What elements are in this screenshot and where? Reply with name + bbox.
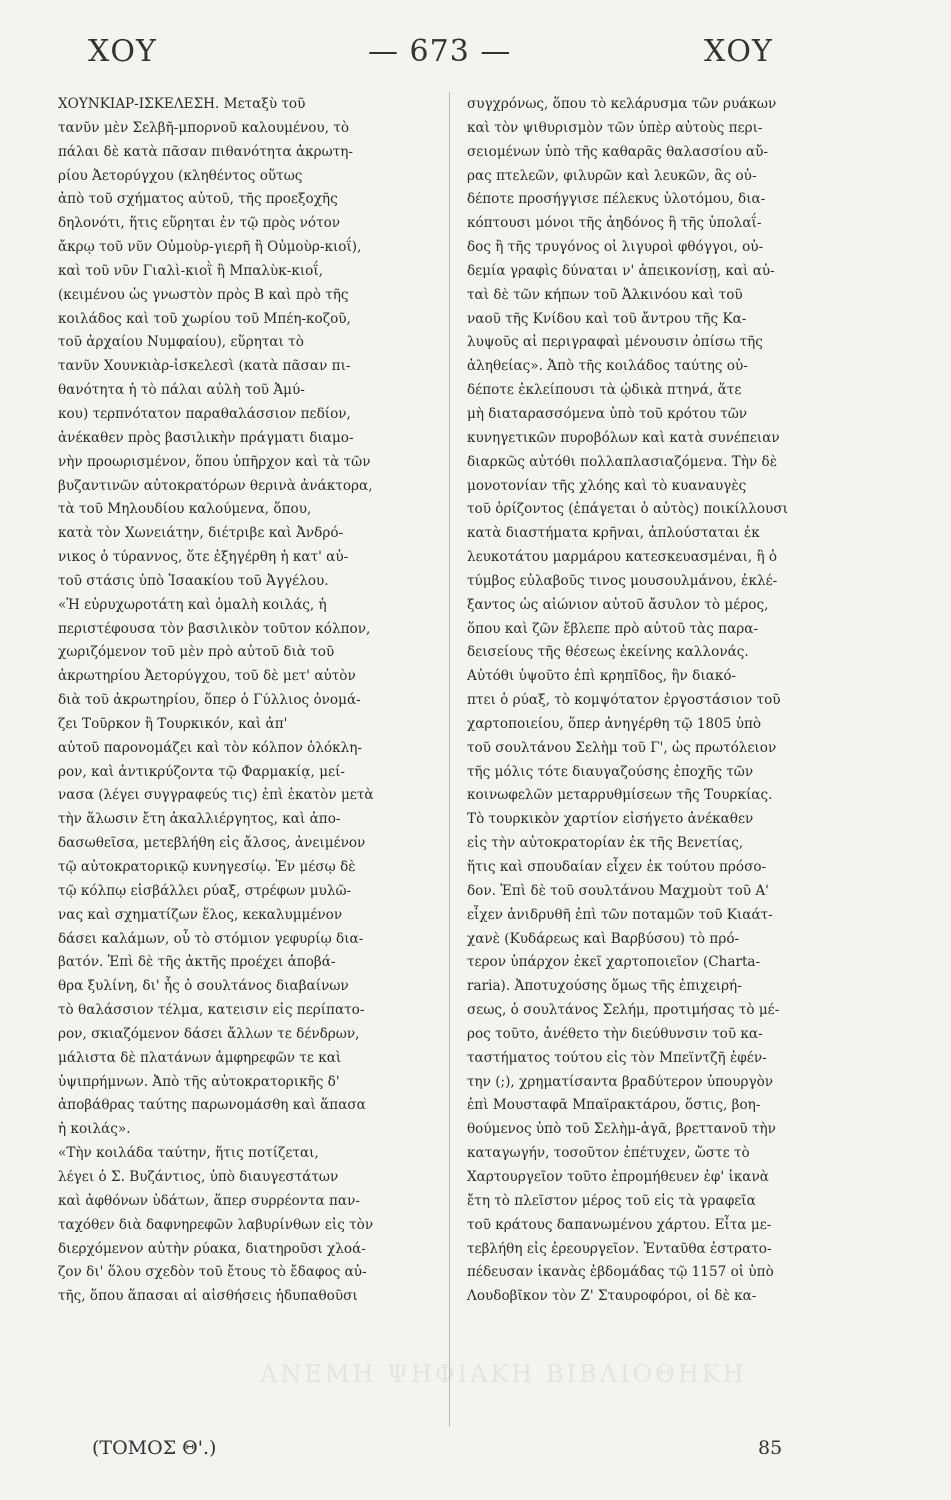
left-text-column bbox=[58, 93, 430, 1309]
text-line: τοῦ ἀρχαίου Νυμφαίου), εὕρηται τὸ bbox=[58, 334, 304, 351]
text-line: διερχόμενον αὐτὴν ρύακα, διατηροῦσι χλοά- bbox=[58, 1240, 366, 1257]
text-line: βατόν. Ἐπὶ δὲ τῆς ἀκτῆς προέχει ἀποβά- bbox=[58, 954, 336, 971]
text-line: πτει ὁ ρύαξ, τὸ κομψότατον ἐργοστάσιον τοῦ bbox=[467, 692, 781, 709]
text-line: καὶ τὸν ψιθυρισμὸν τῶν ὑπὲρ αὐτοὺς περι- bbox=[467, 119, 763, 136]
text-line: νασα (λέγει συγγραφεύς τις) ἐπὶ ἑκατὸν μετὰ bbox=[58, 787, 374, 804]
text-line: Αὐτόθι ὑψοῦτο ἐπὶ κρηπῖδος, ἣν διακό- bbox=[467, 668, 737, 685]
text-line: τανῦν μὲν Σελβῆ-μπορνοῦ καλουμένου, τὸ bbox=[58, 119, 350, 136]
text-line: διαρκῶς αὐτόθι πολλαπλασιαζόμενα. Τὴν δὲ bbox=[467, 453, 778, 470]
text-line: ταχόθεν διὰ δαφνηρεφῶν λαβυρίνθων εἰς τὸν bbox=[58, 1216, 374, 1233]
text-line: κοιλάδος καὶ τοῦ χωρίου τοῦ Μπέη-κοζοῦ, bbox=[58, 310, 351, 327]
text-line: ταστήματος τούτου εἰς τὸν Μπεϊντζῆ ἐφέν- bbox=[467, 1049, 767, 1066]
text-line: τῷ αὐτοκρατορικῷ κυνηγεσίῳ. Ἐν μέσῳ δὲ bbox=[58, 859, 356, 875]
text-line: σειομένων ὑπὸ τῆς καθαρᾶς θαλασσίου αὔ- bbox=[467, 143, 768, 160]
text-line: τοῦ ὁρίζοντος (ἐπάγεται ὁ αὐτὸς) ποικίλλουσι bbox=[467, 501, 788, 518]
text-line: τοῦ στάσις ὑπὸ Ἰσαακίου τοῦ Ἀγγέλου. bbox=[58, 572, 329, 589]
text-line: «Τὴν κοιλάδα ταύτην, ἥτις ποτίζεται, bbox=[58, 1145, 319, 1162]
text-line: τανῦν Χουνκιὰρ-ἰσκελεσὶ (κατὰ πᾶσαν πι- bbox=[58, 358, 351, 375]
text-line: ἄκρῳ τοῦ νῦν Οὐμοὺρ-γιερῆ ἢ Οὐμοὺρ-κιοΐ), bbox=[58, 239, 362, 256]
text-line: raria). Ἀποτυχούσης ὅμως τῆς ἐπιχειρή- bbox=[467, 978, 742, 995]
text-line: συγχρόνως, ὅπου τὸ κελάρυσμα τῶν ρυάκων bbox=[467, 96, 777, 112]
text-line: δον. Ἐπὶ δὲ τοῦ σουλτάνου Μαχμοὺτ τοῦ Α' bbox=[467, 882, 769, 899]
text-line: ἥτις καὶ σπουδαίαν εἶχεν ἐκ τούτου πρόσο- bbox=[467, 859, 767, 875]
volume-signature: (ΤΟΜΟΣ Θ'.) bbox=[92, 1437, 217, 1459]
text-line: διὰ τοῦ ἀκρωτηρίου, ὅπερ ὁ Γύλλιος ὀνομά- bbox=[58, 692, 361, 709]
text-line: κυνηγετικῶν πυροβόλων καὶ κατὰ συνέπειαν bbox=[467, 429, 780, 446]
text-line: χαρτοποιείου, ὅπερ ἀνηγέρθη τῷ 1805 ὑπὸ bbox=[467, 715, 762, 732]
text-line: Λουδοβῖκον τὸν Ζ' Σταυροφόροι, οἱ δὲ κα- bbox=[467, 1288, 757, 1305]
text-line: εἰς τὴν αὐτοκρατορίαν ἐκ τῆς Βενετίας, bbox=[467, 835, 744, 852]
library-watermark: ΑΝΕΜΗ ΨΗΦΙΑΚΗ ΒΙΒΛΙΟΘΗΚΗ bbox=[260, 1360, 747, 1388]
text-line: ξαντος ὡς αἰώνιον αὐτοῦ ἄσυλον τὸ μέρος, bbox=[467, 596, 769, 613]
text-line: Τὸ τουρκικὸν χαρτίον εἰσήγετο ἀνέκαθεν bbox=[467, 811, 754, 828]
text-line: ἡ κοιλάς». bbox=[58, 1121, 131, 1138]
text-line: τερον ὑπάρχον ἐκεῖ χαρτοποιεῖον (Charta- bbox=[467, 954, 761, 971]
text-line: ὑψιπρήμνων. Ἀπὸ τῆς αὐτοκρατορικῆς δ' bbox=[58, 1073, 340, 1090]
text-line: λυψοῦς αἱ περιγραφαὶ μένουσιν ὀπίσω τῆς bbox=[467, 334, 763, 351]
text-line: νικος ὁ τύραννος, ὅτε ἐξηγέρθη ἡ κατ' αὐ- bbox=[58, 549, 349, 566]
text-line: ἀνέκαθεν πρὸς βασιλικὴν πράγματι διαμο- bbox=[58, 429, 354, 446]
text-line: τεβλήθη εἰς ἐρεουργεῖον. Ἐνταῦθα ἐστρατο- bbox=[467, 1240, 772, 1257]
page-number: — 673 — bbox=[368, 34, 512, 69]
text-line: ρον, σκιαζόμενον δάσει ἄλλων τε δένδρων, bbox=[58, 1025, 360, 1042]
text-line: δεμία γραφὶς δύναται ν' ἀπεικονίσῃ, καὶ αὐ- bbox=[467, 262, 775, 279]
text-line: μὴ διαταρασσόμενα ὑπὸ τοῦ κρότου τῶν bbox=[467, 405, 748, 422]
text-line: καὶ τοῦ νῦν Γιαλὶ-κιοῒ ἢ Μπαλὺκ-κιοΐ, bbox=[58, 262, 323, 279]
text-line: τοῦ σουλτάνου Σελὴμ τοῦ Γ', ὡς πρωτόλειον bbox=[467, 739, 777, 756]
text-line: βυζαντινῶν αὐτοκρατόρων θερινὰ ἀνάκτορα, bbox=[58, 477, 373, 494]
text-line: ρας πτελεῶν, φιλυρῶν καὶ λευκῶν, ἃς οὐ- bbox=[467, 167, 757, 184]
text-line: θρα ξυλίνη, δι' ἧς ὁ σουλτάνος διαβαίνων bbox=[58, 978, 349, 995]
text-line: δεισείους τῆς θέσεως ἐκείνης καλλονάς. bbox=[467, 644, 749, 661]
text-line: την (;), χρηματίσαντα βραδύτερον ὑπουργὸν bbox=[467, 1073, 774, 1090]
text-line: δέποτε ἐκλείπουσι τὰ ᾠδικὰ πτηνά, ἅτε bbox=[467, 382, 742, 399]
text-line: ἀποβάθρας ταύτης παρωνομάσθη καὶ ἅπασα bbox=[58, 1097, 366, 1114]
text-line: νας καὶ σχηματίζων ἕλος, κεκαλυμμένον bbox=[58, 906, 343, 923]
text-line: καὶ ἀφθόνων ὑδάτων, ἅπερ συρρέοντα παν- bbox=[58, 1192, 360, 1209]
text-line: ρον, καὶ ἀντικρύζοντα τῷ Φαρμακίᾳ, μεί- bbox=[58, 763, 345, 780]
text-line: κατὰ διαστήματα κρῆναι, ἁπλούσταται ἐκ bbox=[467, 525, 760, 542]
text-line: ἀκρωτηρίου Ἀετορύγχου, τοῦ δὲ μετ' αὐτὸν bbox=[58, 668, 356, 685]
text-line: χωριζόμενον τοῦ μὲν πρὸ αὐτοῦ διὰ τοῦ bbox=[58, 644, 335, 661]
text-line: ταὶ δὲ τῶν κήπων τοῦ Ἀλκινόου καὶ τοῦ bbox=[467, 286, 743, 303]
text-line: κατὰ τὸν Χωνειάτην, διέτριβε καὶ Ἀνδρό- bbox=[58, 525, 344, 542]
text-line: κου) τερπνότατον παραθαλάσσιον πεδίον, bbox=[58, 405, 351, 422]
text-line: ἔτη τὸ πλεῖστον μέρος τοῦ εἰς τὰ γραφεῖα bbox=[467, 1192, 756, 1209]
text-line: κόπτουσι μόνοι τῆς ἀηδόνος ἢ τῆς ὑπολαΐ- bbox=[467, 215, 762, 232]
text-line: μάλιστα δὲ πλατάνων ἀμφηρεφῶν τε καὶ bbox=[58, 1049, 342, 1066]
text-line: καταγωγήν, τοσοῦτον ἐπέτυχεν, ὥστε τὸ bbox=[467, 1145, 750, 1162]
text-line: θούμενος ὑπὸ τοῦ Σελὴμ-ἀγᾶ, βρεττανοῦ τὴν bbox=[467, 1121, 776, 1138]
sheet-number: 85 bbox=[758, 1437, 783, 1459]
text-line: τοῦ κράτους δαπανωμένου χάρτου. Εἶτα με- bbox=[467, 1216, 772, 1233]
text-line: Χαρτουργεῖον τοῦτο ἐπρομήθευεν ἐφ' ἱκανὰ bbox=[467, 1168, 769, 1185]
text-line: μονοτονίαν τῆς χλόης καὶ τὸ κυαναυγὲς bbox=[467, 477, 747, 494]
text-line: ἀπὸ τοῦ σχήματος αὐτοῦ, τῆς προεξοχῆς bbox=[58, 191, 338, 208]
text-line: σεως, ὁ σουλτάνος Σελήμ, προτιμήσας τὸ μέ- bbox=[467, 1002, 780, 1019]
text-line: δος ἢ τῆς τρυγόνος οἱ λιγυροὶ φθόγγοι, οὐ- bbox=[467, 239, 764, 256]
text-line: τὰ τοῦ Μηλουδίου καλούμενα, ὅπου, bbox=[58, 501, 312, 518]
text-line: θανότητα ἡ τὸ πάλαι αὐλὴ τοῦ Ἀμύ- bbox=[58, 382, 305, 399]
running-head-left: ΧΟΥ bbox=[88, 34, 157, 69]
text-line: κοινωφελῶν μεταρρυθμίσεων τῆς Τουρκίας. bbox=[467, 787, 773, 804]
text-line: τῷ κόλπῳ εἰσβάλλει ρύαξ, στρέφων μυλῶ- bbox=[58, 882, 352, 899]
text-line: ναοῦ τῆς Κνίδου καὶ τοῦ ἄντρου τῆς Κα- bbox=[467, 310, 747, 327]
text-line: δασωθεῖσα, μετεβλήθη εἰς ἄλσος, ἀνειμένον bbox=[58, 835, 366, 852]
text-line: δηλονότι, ἥτις εὕρηται ἐν τῷ πρὸς νότον bbox=[58, 215, 341, 232]
text-line: ΧΟΥΝΚΙΑΡ-ΙΣΚΕΛΕΣΗ. Μεταξὺ τοῦ bbox=[58, 96, 306, 112]
text-line: χανὲ (Κυδάρεως καὶ Βαρβύσου) τὸ πρό- bbox=[467, 930, 740, 947]
text-line: τὴν ἅλωσιν ἔτη ἀκαλλιέργητος, καὶ ἀπο- bbox=[58, 811, 341, 828]
text-line: περιστέφουσα τὸν βασιλικὸν τοῦτον κόλπον, bbox=[58, 620, 371, 637]
text-line: νὴν προωρισμένον, ὅπου ὑπῆρχον καὶ τὰ τῶν bbox=[58, 453, 371, 470]
text-line: τῆς μόλις τότε διαυγαζούσης ἐποχῆς τῶν bbox=[467, 763, 754, 780]
text-line: (κειμένου ὡς γνωστὸν πρὸς Β καὶ πρὸ τῆς bbox=[58, 286, 349, 303]
running-head-right: ΧΟΥ bbox=[704, 34, 773, 69]
text-line: πάλαι δὲ κατὰ πᾶσαν πιθανότητα ἀκρωτη- bbox=[58, 143, 353, 160]
text-line: ὅπου καὶ ζῶν ἔβλεπε πρὸ αὐτοῦ τὰς παρα- bbox=[467, 620, 759, 637]
text-line: δέποτε προσήγγισε πέλεκυς ὑλοτόμου, δια- bbox=[467, 191, 766, 208]
text-line: ἐπὶ Μουσταφᾶ Μπαϊρακτάρου, ὅστις, βοη- bbox=[467, 1097, 761, 1114]
right-text-column bbox=[467, 93, 839, 1309]
text-line: δάσει καλάμων, οὗ τὸ στόμιον γεφυρίῳ δια- bbox=[58, 930, 364, 947]
text-line: εἶχεν ἀνιδρυθῆ ἐπὶ τῶν ποταμῶν τοῦ Κιαάτ- bbox=[467, 906, 773, 923]
text-line: ἀληθείας». Ἀπὸ τῆς κοιλάδος ταύτης οὐ- bbox=[467, 358, 748, 375]
column-divider bbox=[449, 92, 450, 1427]
text-line: τὸ θαλάσσιον τέλμα, κατεισιν εἰς περίπατο- bbox=[58, 1002, 365, 1019]
text-line: ζον δι' ὅλου σχεδὸν τοῦ ἔτους τὸ ἔδαφος αὐ- bbox=[58, 1264, 367, 1281]
text-line: λέγει ὁ Σ. Βυζάντιος, ὑπὸ διαυγεστάτων bbox=[58, 1168, 339, 1185]
text-line: αὐτοῦ παρονομάζει καὶ τὸν κόλπον ὁλόκλη- bbox=[58, 739, 362, 756]
text-line: τῆς, ὅπου ἅπασαι αἱ αἰσθήσεις ἡδυπαθοῦσι bbox=[58, 1288, 358, 1305]
text-line: πέδευσαν ἱκανὰς ἑβδομάδας τῷ 1157 οἱ ὑπὸ bbox=[467, 1264, 774, 1281]
text-line: ρος τοῦτο, ἀνέθετο τὴν διεύθυνσιν τοῦ κα- bbox=[467, 1025, 763, 1042]
text-line: λευκοτάτου μαρμάρου κατεσκευασμέναι, ἢ ὁ bbox=[467, 549, 778, 566]
text-line: ζει Τοῦρκον ἢ Τουρκικόν, καὶ ἀπ' bbox=[58, 715, 288, 732]
text-line: τύμβος εὐλαβοῦς τινος μουσουλμάνου, ἐκλέ- bbox=[467, 572, 778, 589]
text-line: «Ἡ εὐρυχωροτάτη καὶ ὁμαλὴ κοιλάς, ἡ bbox=[58, 596, 327, 613]
text-line: ρίου Ἀετορύγχου (κληθέντος οὕτως bbox=[58, 167, 303, 184]
